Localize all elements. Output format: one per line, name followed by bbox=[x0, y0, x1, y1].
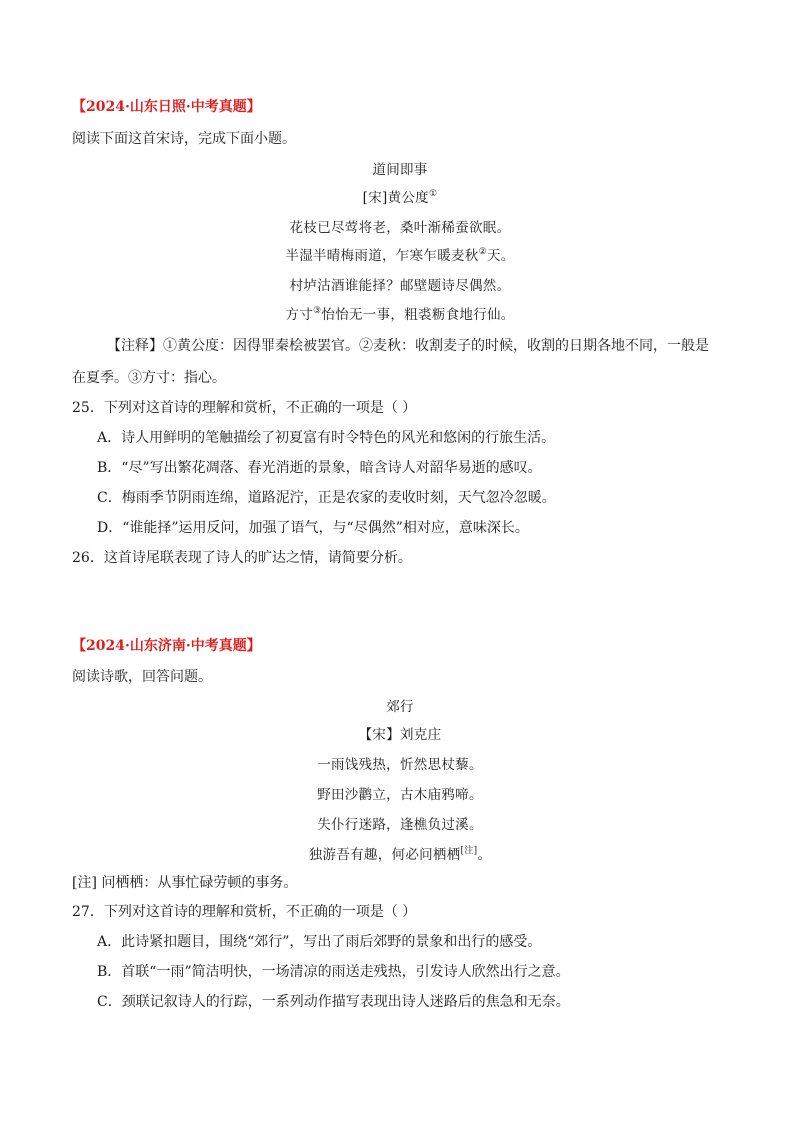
source-tag: 【2024·山东日照·中考真题】 bbox=[72, 99, 261, 115]
poem-line: 失仆行迷路，逢樵负过溪。 bbox=[317, 817, 483, 833]
instruction: 阅读下面这首宋诗，完成下面小题。 bbox=[72, 131, 296, 147]
poem-line: 半湿半晴梅雨道，乍寒乍暖麦秋②天。 bbox=[285, 247, 515, 264]
annotation: [注] 问栖栖：从事忙碌劳顿的事务。 bbox=[72, 875, 298, 891]
poem-line: 野田沙鹳立，古木庙鸦啼。 bbox=[317, 787, 483, 803]
footnote-mark: ③ bbox=[313, 306, 322, 316]
option-c: C．颈联记叙诗人的行踪，一系列动作描写表现出诗人迷路后的焦急和无奈。 bbox=[97, 994, 570, 1010]
question-26: 26．这首诗尾联表现了诗人的旷达之情，请简要分析。 bbox=[72, 550, 412, 566]
poem-author: [宋]黄公度① bbox=[362, 189, 438, 206]
poem-line: 村垆沽酒谁能择？邮壁题诗尽偶然。 bbox=[289, 278, 511, 294]
footnote-mark: ② bbox=[478, 247, 487, 257]
footnote-mark: [注] bbox=[460, 846, 478, 856]
question-25: 25．下列对这首诗的理解和赏析，不正确的一项是（ ） bbox=[72, 400, 417, 416]
annotation: 【注释】①黄公度：因得罪秦桧被罢官。②麦秋：收割麦子的时候，收割的日期各地不同，一般是 bbox=[107, 338, 709, 354]
poem-line: 方寸③怡怡无一事，粗裘粝食地行仙。 bbox=[285, 306, 515, 323]
poem-author: 【宋】刘克庄 bbox=[358, 727, 442, 743]
poem-line: 一雨饯残热，忻然思杖藜。 bbox=[317, 757, 483, 773]
poem-title: 道间即事 bbox=[372, 162, 428, 178]
annotation: 在夏季。③方寸：指心。 bbox=[72, 370, 226, 386]
option-d: D．“谁能择”运用反问，加强了语气，与“尽偶然”相对应，意味深长。 bbox=[97, 520, 529, 536]
question-27: 27．下列对这首诗的理解和赏析，不正确的一项是（ ） bbox=[72, 904, 417, 920]
option-a: A．诗人用鲜明的笔触描绘了初夏富有时令特色的风光和悠闲的行旅生活。 bbox=[97, 430, 556, 446]
option-b: B．首联“一雨”简洁明快，一场清凉的雨送走残热，引发诗人欣然出行之意。 bbox=[97, 964, 570, 980]
footnote-mark: ① bbox=[428, 189, 438, 199]
option-b: B．“尽”写出繁花凋落、春光消逝的景象，暗含诗人对韶华易逝的感叹。 bbox=[97, 460, 542, 476]
poem-line: 独游吾有趣，何必问栖栖[注]。 bbox=[308, 846, 492, 863]
instruction: 阅读诗歌，回答问题。 bbox=[72, 669, 212, 685]
poem-line: 花枝已尽莺将老，桑叶渐稀蚕欲眠。 bbox=[289, 220, 511, 236]
poem-title: 郊行 bbox=[386, 699, 414, 715]
option-a: A．此诗紧扣题目，围绕“郊行”，写出了雨后郊野的景象和出行的感受。 bbox=[97, 934, 542, 950]
option-c: C．梅雨季节阴雨连绵，道路泥泞，正是农家的麦收时刻，天气忽冷忽暖。 bbox=[97, 490, 556, 506]
source-tag: 【2024·山东济南·中考真题】 bbox=[72, 638, 261, 654]
